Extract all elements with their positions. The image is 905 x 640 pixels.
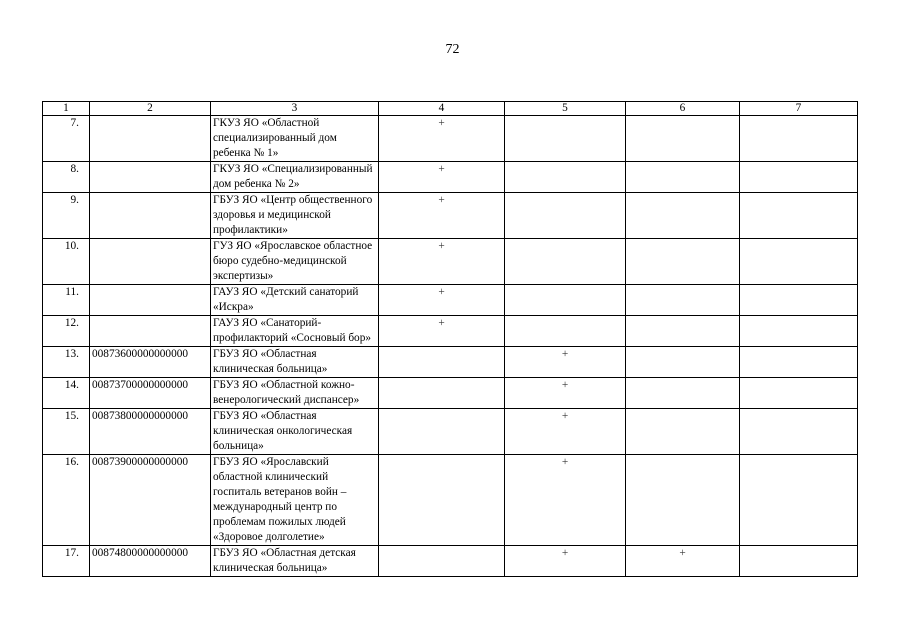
row-number-cell: 9. [43,193,90,239]
column-4-mark [379,347,505,378]
row-number-cell: 16. [43,455,90,546]
table-row [43,546,858,577]
institution-name-cell: ГКУЗ ЯО «Специализированный дом ребенка № 2» [211,162,379,193]
column-4-mark [379,455,505,546]
header-cell: 5 [505,102,626,116]
table-row [43,378,858,409]
registry-code-cell: 00873600000000000 [90,347,211,378]
institution-name-cell: ГБУЗ ЯО «Областная клиническая больница» [211,347,379,378]
table-body [43,102,858,577]
column-4-mark: + [379,193,505,239]
table-row [43,316,858,347]
registry-code-cell: 00874800000000000 [90,546,211,577]
column-7-mark [740,193,858,239]
header-cell: 7 [740,102,858,116]
institutions-table [42,101,858,577]
column-7-mark [740,285,858,316]
table-row [43,347,858,378]
table-row [43,285,858,316]
row-number-cell: 15. [43,409,90,455]
column-4-mark [379,409,505,455]
column-6-mark [626,116,740,162]
column-4-mark: + [379,116,505,162]
column-6-mark [626,347,740,378]
header-cell: 2 [90,102,211,116]
column-6-mark [626,239,740,285]
registry-code-cell: 00873900000000000 [90,455,211,546]
column-6-mark [626,409,740,455]
registry-code-cell [90,316,211,347]
column-5-mark [505,239,626,285]
column-7-mark [740,116,858,162]
column-7-mark [740,546,858,577]
registry-code-cell [90,162,211,193]
institution-name-cell: ГУЗ ЯО «Ярославское областное бюро судебно-медицинской экспертизы» [211,239,379,285]
column-4-mark: + [379,162,505,193]
table-row [43,409,858,455]
column-7-mark [740,455,858,546]
table-row [43,193,858,239]
row-number-cell: 8. [43,162,90,193]
column-5-mark [505,316,626,347]
column-5-mark: + [505,347,626,378]
column-7-mark [740,409,858,455]
column-6-mark [626,378,740,409]
column-5-mark: + [505,546,626,577]
header-cell: 3 [211,102,379,116]
registry-code-cell [90,239,211,285]
column-5-mark: + [505,378,626,409]
column-5-mark [505,193,626,239]
column-7-mark [740,316,858,347]
table-row [43,116,858,162]
row-number-cell: 10. [43,239,90,285]
column-6-mark: + [626,546,740,577]
column-7-mark [740,347,858,378]
column-5-mark [505,285,626,316]
column-6-mark [626,285,740,316]
page-number: 72 [445,42,460,57]
table-row [43,455,858,546]
column-5-mark [505,162,626,193]
table-row [43,239,858,285]
institution-name-cell: ГБУЗ ЯО «Областная клиническая онкологическая больница» [211,409,379,455]
row-number-cell: 11. [43,285,90,316]
column-7-mark [740,162,858,193]
row-number-cell: 12. [43,316,90,347]
institution-name-cell: ГБУЗ ЯО «Областная детская клиническая больница» [211,546,379,577]
column-7-mark [740,239,858,285]
registry-code-cell: 00873700000000000 [90,378,211,409]
column-4-mark [379,378,505,409]
header-cell: 1 [43,102,90,116]
institution-name-cell: ГАУЗ ЯО «Санаторий-профилакторий «Сосновый бор» [211,316,379,347]
registry-code-cell [90,285,211,316]
row-number-cell: 13. [43,347,90,378]
institution-name-cell: ГБУЗ ЯО «Ярославский областной клинический госпиталь ветеранов войн – международный центр по проблемам пожилых людей «Здоровое долголетие» [211,455,379,546]
row-number-cell: 7. [43,116,90,162]
institution-name-cell: ГБУЗ ЯО «Областной кожно-венерологический диспансер» [211,378,379,409]
column-4-mark: + [379,239,505,285]
institution-name-cell: ГКУЗ ЯО «Областной специализированный дом ребенка № 1» [211,116,379,162]
column-6-mark [626,316,740,347]
column-7-mark [740,378,858,409]
table-header-row [43,102,858,116]
table-row [43,162,858,193]
column-6-mark [626,193,740,239]
column-6-mark [626,162,740,193]
row-number-cell: 14. [43,378,90,409]
registry-code-cell: 00873800000000000 [90,409,211,455]
header-cell: 4 [379,102,505,116]
registry-code-cell [90,116,211,162]
column-5-mark: + [505,409,626,455]
institution-name-cell: ГБУЗ ЯО «Центр общественного здоровья и медицинской профилактики» [211,193,379,239]
column-4-mark: + [379,316,505,347]
institution-name-cell: ГАУЗ ЯО «Детский санаторий «Искра» [211,285,379,316]
header-cell: 6 [626,102,740,116]
registry-code-cell [90,193,211,239]
row-number-cell: 17. [43,546,90,577]
column-6-mark [626,455,740,546]
column-5-mark [505,116,626,162]
column-4-mark: + [379,285,505,316]
column-5-mark: + [505,455,626,546]
column-4-mark [379,546,505,577]
